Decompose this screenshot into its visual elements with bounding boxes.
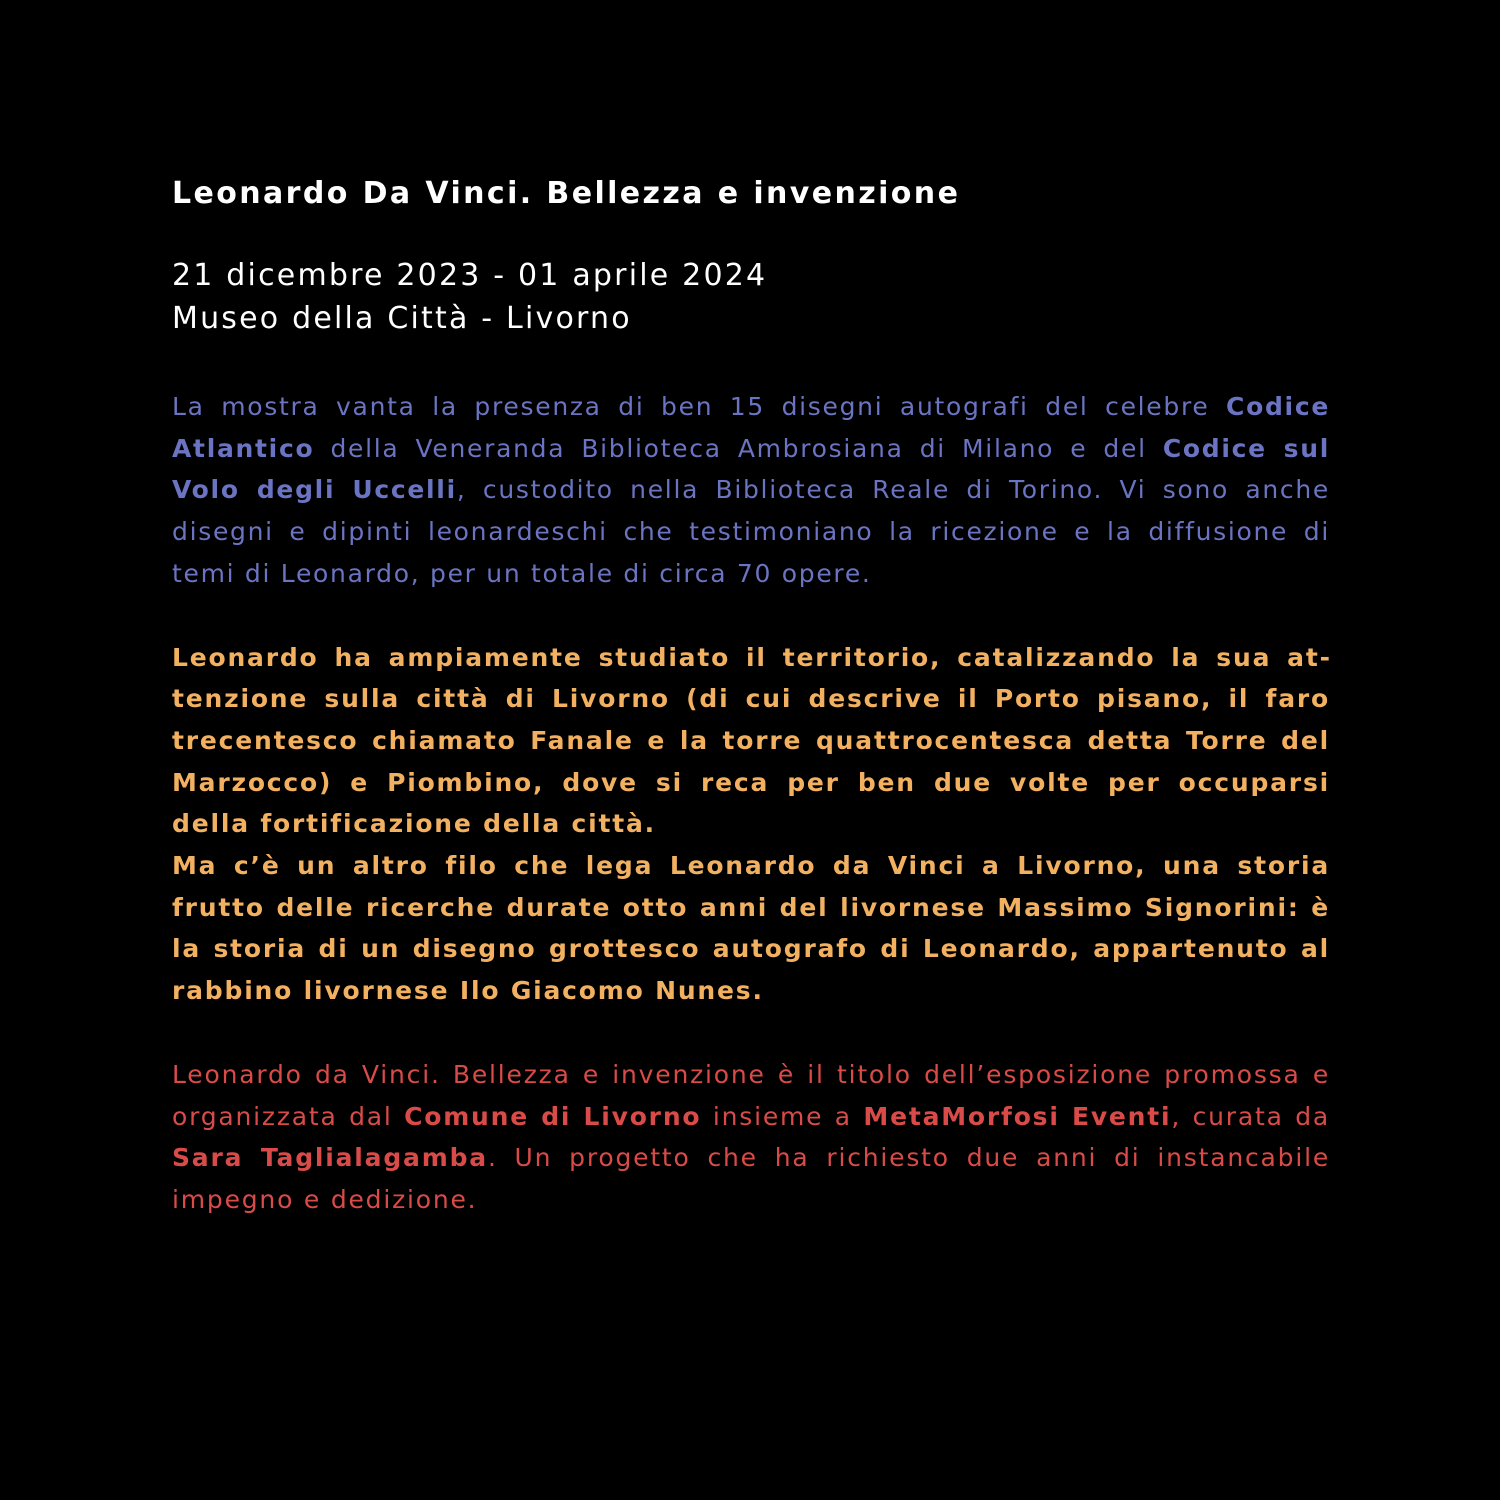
exhibition-text-card [172, 172, 1330, 1221]
paragraph2-text-2: Ma c’è un altro filo che lega Leonardo da Vinci a Livorno, una storia frutto delle ricerche durate otto anni del livornese Massimo Signorini: è la storia di un disegno grottesco autografo di Leonardo, appartenuto al rabbino livornese Ilo Giacomo Nunes. [172, 851, 1330, 1006]
paragraph2-text-1: Leonardo ha ampiamente studiato il territorio, catalizzando la sua attenzione sulla città di Livorno (di cui descrive il Porto pisano, il faro trecentesco chiamato Fanale e la torre quattrocentesca detta Torre del Marzocco) e Piombino, dove si reca per ben due volte per occuparsi della fortificazione della città. [172, 642, 1330, 839]
comune-livorno-highlight: Comune di Livorno [404, 1101, 702, 1131]
paragraph3-text-4: . Un progetto che ha richiesto due anni di instancabile impegno e dedizione. [172, 1143, 1330, 1214]
paragraph1-text-2: della Veneranda Biblioteca Ambrosiana di Milano e del [314, 433, 1163, 463]
exhibition-title: Leonardo Da Vinci. Bellezza e invenzione [172, 176, 961, 211]
paragraph1-text-3: , custodito nella Biblioteca Reale di Torino. Vi sono anche disegni e dipinti leonardeschi che testimoniano la ricezione e la diffusione di temi di Leonardo, per un totale di circa 70 opere. [172, 475, 1330, 588]
paragraph3-text-3: , curata da [1171, 1101, 1330, 1131]
paragraph3-text-1: Leonardo da Vinci. Bellezza e invenzione è il titolo dell’esposizione promossa e organizzata dal [172, 1059, 1330, 1131]
exhibition-venue: Museo della Città - Livorno [172, 301, 632, 336]
paragraph1-text-1: La mostra vanta la presenza di ben 15 disegni autografi del celebre [172, 392, 1227, 421]
exhibition-meta [172, 254, 1330, 340]
metamorfosi-eventi-highlight: MetaMorfosi Eventi [863, 1101, 1172, 1131]
codice-atlantico-highlight: Codice Atlantico [172, 392, 1330, 463]
exhibition-dates: 21 dicembre 2023 - 01 aprile 2024 [172, 258, 768, 293]
description-paragraph-organizers [172, 1054, 1330, 1221]
paragraph3-text-2: insieme a [701, 1101, 864, 1131]
description-paragraph-codices [172, 386, 1330, 595]
codice-volo-uccelli-highlight: Codice sul Volo degli Uccelli [172, 433, 1330, 505]
curator-name-highlight: Sara Taglialagamba [172, 1143, 488, 1173]
description-paragraph-livorno [172, 637, 1330, 1012]
